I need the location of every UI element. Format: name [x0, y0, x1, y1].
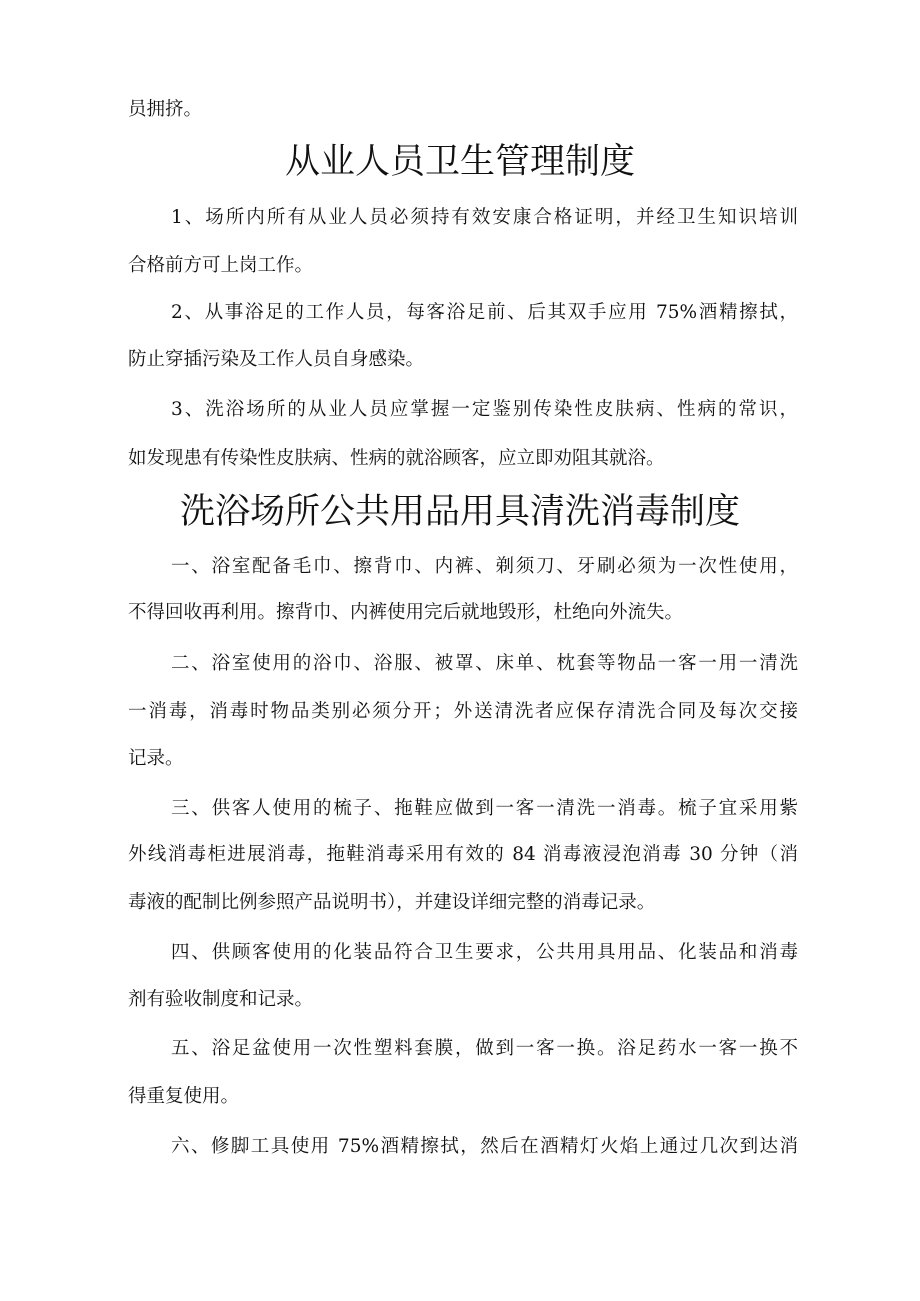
paragraph-line: 四、供顾客使用的化装品符合卫生要求，公共用具用品、化装品和消毒	[171, 942, 798, 963]
carryover-text: 员拥挤。	[128, 99, 203, 120]
paragraph-line: 1、场所内所有从业人员必须持有效安康合格证明，并经卫生知识培训	[171, 207, 798, 228]
paragraph-line: 剂有验收制度和记录。	[128, 989, 314, 1010]
paragraph-line: 五、浴足盆使用一次性塑料套膜，做到一客一换。浴足药水一客一换不	[171, 1038, 798, 1059]
paragraph-line: 2、从事浴足的工作人员，每客浴足前、后其双手应用 75%酒精擦拭，	[171, 302, 798, 323]
paragraph-line: 不得回收再利用。擦背巾、内裤使用完后就地毁形，杜绝向外流失。	[128, 602, 684, 623]
paragraph-line: 六、修脚工具使用 75%酒精擦拭，然后在酒精灯火焰上通过几次到达消	[171, 1136, 798, 1157]
paragraph-line: 毒液的配制比例参照产品说明书），并建设详细完整的消毒记录。	[128, 892, 656, 913]
paragraph-line: 外线消毒柜进展消毒，拖鞋消毒采用有效的 84 消毒液浸泡消毒 30 分钟（消	[128, 844, 798, 865]
paragraph-line: 合格前方可上岗工作。	[128, 255, 314, 276]
section-title-disinfection: 洗浴场所公共用品用具清洗消毒制度	[179, 492, 740, 532]
section-title-staff-hygiene: 从业人员卫生管理制度	[284, 142, 635, 182]
paragraph-line: 如发现患有传染性皮肤病、性病的就浴顾客，应立即劝阻其就浴。	[128, 448, 665, 469]
paragraph-line: 3、洗浴场所的从业人员应掌握一定鉴别传染性皮肤病、性病的常识，	[171, 399, 798, 420]
paragraph-line: 记录。	[128, 748, 184, 769]
paragraph-line: 三、供客人使用的梳子、拖鞋应做到一客一清洗一消毒。梳子宜采用紫	[171, 798, 798, 819]
paragraph-line: 防止穿插污染及工作人员自身感染。	[128, 349, 425, 370]
paragraph-line: 一消毒，消毒时物品类别必须分开；外送清洗者应保存清洗合同及每次交接	[128, 701, 798, 722]
paragraph-line: 得重复使用。	[128, 1086, 240, 1107]
paragraph-line: 二、浴室使用的浴巾、浴服、被罩、床单、枕套等物品一客一用一清洗	[171, 653, 798, 674]
paragraph-line: 一、浴室配备毛巾、擦背巾、内裤、剃须刀、牙刷必须为一次性使用，	[171, 556, 798, 577]
